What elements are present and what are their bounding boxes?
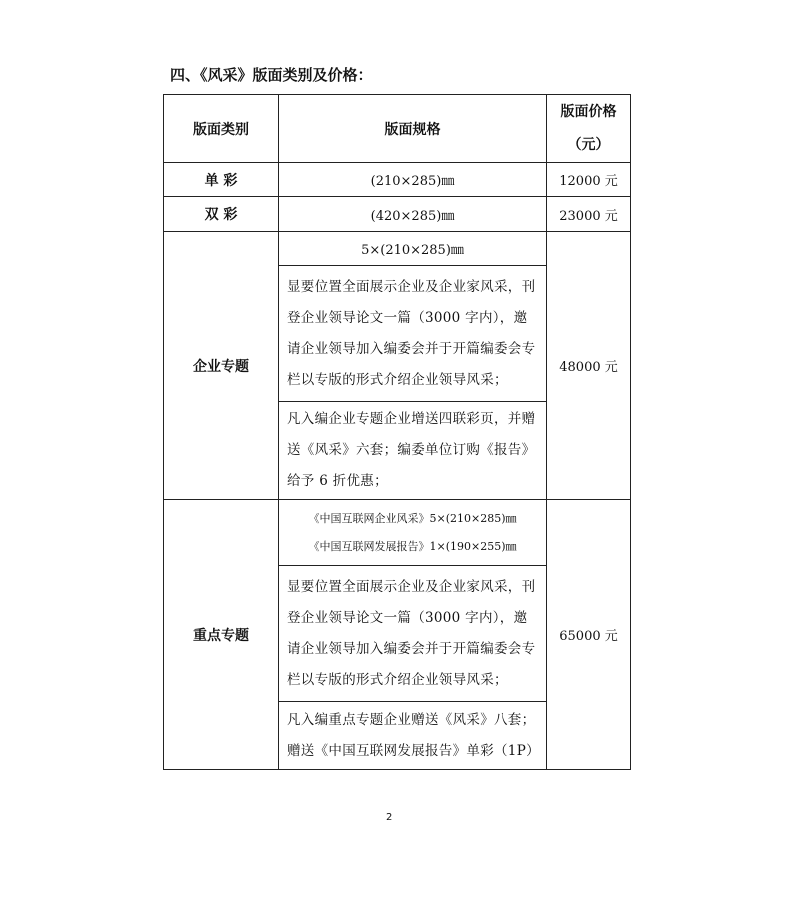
spec-cell: (210×285)㎜ xyxy=(279,163,547,197)
detail-cell: 显要位置全面展示企业及企业家风采，刊登企业领导论文一篇（3000 字内），邀请企业领导加入编委会并于开篇编委会专栏以专版的形式介绍企业领导风采； xyxy=(279,266,547,402)
detail-cell: 显要位置全面展示企业及企业家风采，刊登企业领导论文一篇（3000 字内），邀请企业领导加入编委会并于开篇编委会专栏以专版的形式介绍企业领导风采； xyxy=(279,566,547,702)
section-heading: 四、《风采》版面类别及价格： xyxy=(170,66,373,84)
price-cell: 23000 元 xyxy=(547,197,631,232)
header-price-label: 版面价格 xyxy=(560,103,617,120)
page-number: 2 xyxy=(386,812,393,823)
table-row xyxy=(164,232,631,266)
table-row xyxy=(164,197,631,232)
table-header-row xyxy=(164,95,631,163)
category-cell: 单 彩 xyxy=(164,163,279,197)
price-cell: 65000 元 xyxy=(547,500,631,770)
header-price xyxy=(547,95,631,163)
header-category: 版面类别 xyxy=(164,95,279,163)
spec-cell: 5×(210×285)㎜ xyxy=(279,232,547,266)
spec-cell: (420×285)㎜ xyxy=(279,197,547,232)
spec-cell xyxy=(279,500,547,566)
header-price-unit: （元） xyxy=(567,136,610,153)
detail-cell: 凡入编重点专题企业赠送《风采》八套；赠送《中国互联网发展报告》单彩（1P） xyxy=(279,702,547,770)
table-row xyxy=(164,500,631,566)
category-cell: 重点专题 xyxy=(164,500,279,770)
price-cell: 48000 元 xyxy=(547,232,631,500)
table-row xyxy=(164,163,631,197)
header-spec: 版面规格 xyxy=(279,95,547,163)
pricing-table xyxy=(163,94,631,770)
detail-cell: 凡入编企业专题企业增送四联彩页，并赠送《风采》六套；编委单位订购《报告》给予 6 折优惠； xyxy=(279,402,547,500)
category-cell: 双 彩 xyxy=(164,197,279,232)
price-cell: 12000 元 xyxy=(547,163,631,197)
spec-line: 《中国互联网发展报告》1×(190×255)㎜ xyxy=(308,539,517,553)
category-cell: 企业专题 xyxy=(164,232,279,500)
spec-line: 《中国互联网企业风采》5×(210×285)㎜ xyxy=(308,511,517,525)
